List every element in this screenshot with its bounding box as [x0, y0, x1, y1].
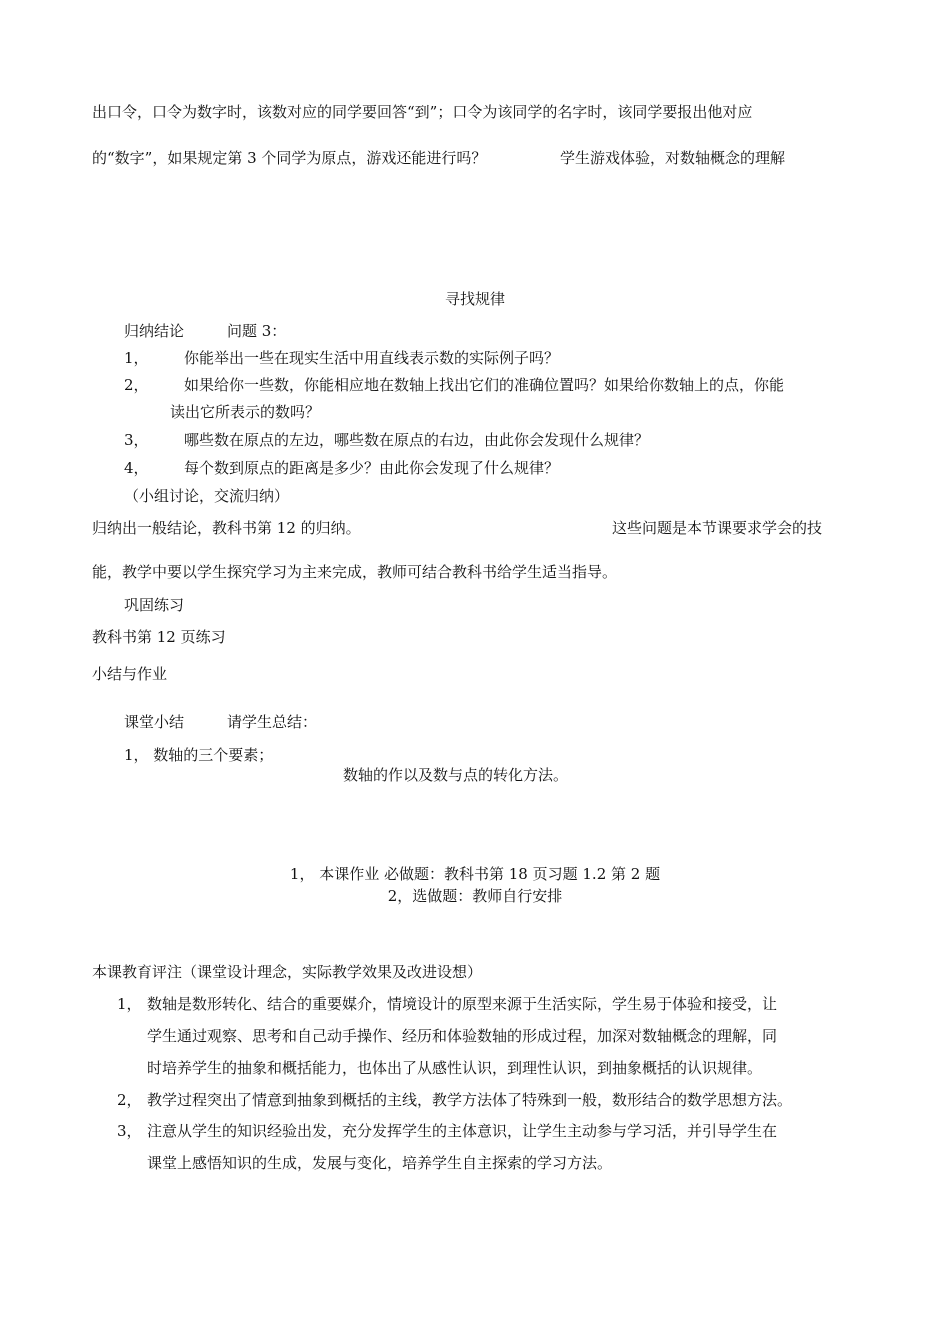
intro-line-1: 出口令，口令为数字时，该数对应的同学要回答“到”；口令为该同学的名字时，该同学要报出他对应	[92, 103, 753, 121]
discussion-note: （小组讨论，交流归纳）	[124, 487, 290, 505]
intro-line-2: 的“数字”，如果规定第 3 个同学为原点，游戏还能进行吗？	[92, 149, 487, 167]
find-rule-subheading-b: 问题 3：	[227, 322, 287, 340]
question-number: 2，	[124, 376, 149, 394]
homework-line-1: 1， 本课作业 必做题：教科书第 18 页习题 1.2 第 2 题	[289, 865, 661, 883]
question-number: 3，	[124, 431, 149, 449]
conclusion-right: 这些问题是本节课要求学会的技	[612, 519, 823, 537]
practice-heading: 巩固练习	[124, 596, 185, 614]
question-text: 读出它所表示的数吗？	[170, 403, 321, 421]
question-number: 4，	[124, 459, 149, 477]
class-summary-prompt: 请学生总结：	[227, 713, 318, 731]
review-number: 1，	[117, 995, 142, 1013]
review-heading: 本课教育评注（课堂设计理念，实际教学效果及改进设想）	[92, 963, 483, 981]
question-text: 哪些数在原点的左边，哪些数在原点的右边，由此你会发现什么规律？	[184, 431, 650, 449]
question-text: 每个数到原点的距离是多少？由此你会发现了什么规律？	[184, 459, 560, 477]
review-text: 注意从学生的知识经验出发，充分发挥学生的主体意识，让学生主动参与学习活，并引导学生在	[147, 1122, 778, 1140]
conclusion-left: 归纳出一般结论，教科书第 12 的归纳。	[92, 519, 361, 537]
find-rule-subheading-a: 归纳结论	[124, 322, 185, 340]
review-text: 数轴是数形转化、结合的重要媒介，情境设计的原型来源于生活实际，学生易于体验和接受，让	[147, 995, 778, 1013]
review-text: 课堂上感悟知识的生成，发展与变化，培养学生自主探索的学习方法。	[147, 1154, 613, 1172]
summary-item-2: 数轴的作以及数与点的转化方法。	[343, 766, 569, 784]
summary-heading: 小结与作业	[92, 665, 168, 683]
question-number: 1，	[124, 349, 149, 367]
review-text: 时培养学生的抽象和概括能力，也体出了从感性认识，到理性认识，到抽象概括的认识规律。	[147, 1059, 763, 1077]
find-rule-heading: 寻找规律	[444, 290, 505, 308]
review-number: 3，	[117, 1122, 142, 1140]
review-text: 学生通过观察、思考和自己动手操作、经历和体验数轴的形成过程，加深对数轴概念的理解，同	[147, 1027, 778, 1045]
question-text: 如果给你一些数，你能相应地在数轴上找出它们的准确位置吗？如果给你数轴上的点，你能	[184, 376, 785, 394]
homework-line-2: 2，选做题：教师自行安排	[387, 887, 563, 905]
question-text: 你能举出一些在现实生活中用直线表示数的实际例子吗？	[184, 349, 560, 367]
practice-text: 教科书第 12 页练习	[92, 628, 226, 646]
summary-item-1: 1， 数轴的三个要素；	[124, 746, 274, 764]
review-number: 2，	[117, 1091, 142, 1109]
intro-line-2-right: 学生游戏体验，对数轴概念的理解	[560, 149, 786, 167]
review-text: 教学过程突出了情意到抽象到概括的主线，教学方法体了特殊到一般，数形结合的数学思想方法。	[147, 1091, 793, 1109]
class-summary-label: 课堂小结	[124, 713, 185, 731]
conclusion-line-2: 能，教学中要以学生探究学习为主来完成，教师可结合教科书给学生适当指导。	[92, 563, 618, 581]
